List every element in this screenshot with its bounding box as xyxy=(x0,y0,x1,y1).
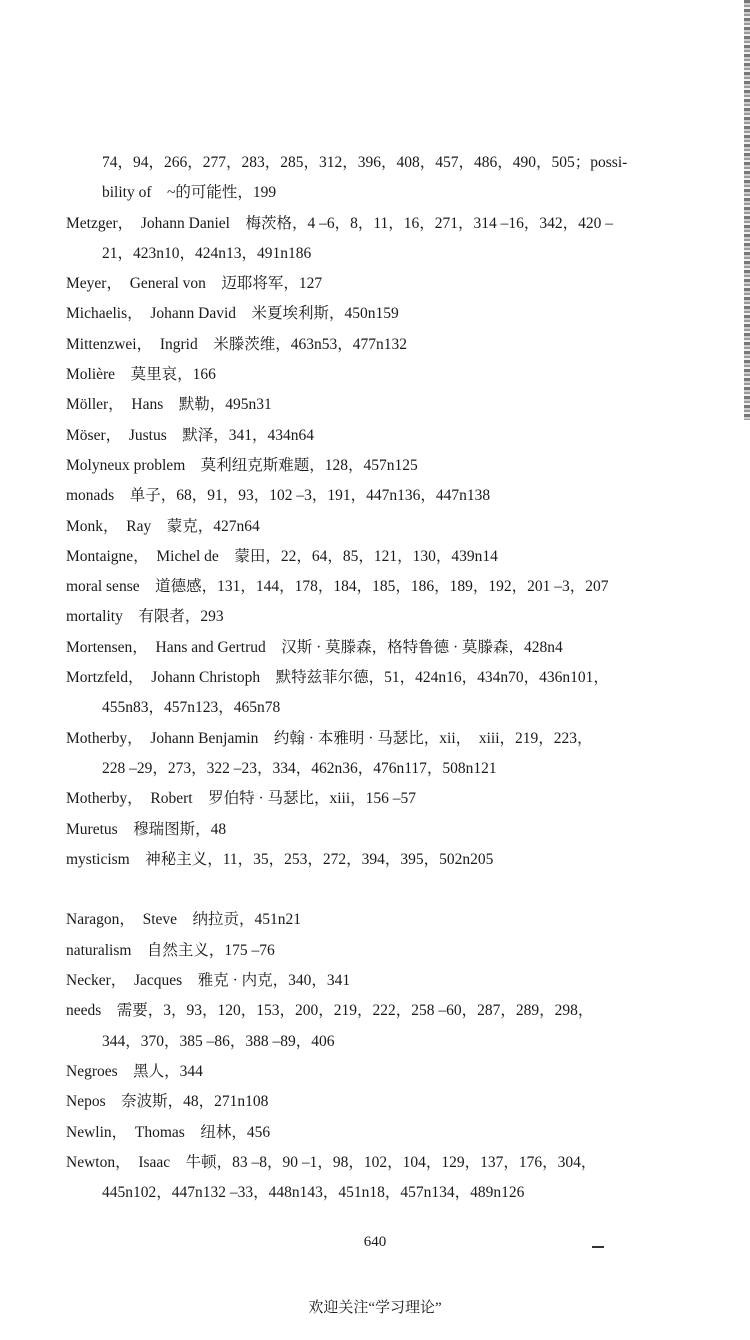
index-line: Newlin， Thomas 纽林，456 xyxy=(66,1123,271,1141)
index-line: Naragon， Steve 纳拉贡，451n21 xyxy=(66,911,302,929)
index-line: mortality 有限者，293 xyxy=(66,608,224,626)
index-line: Meyer， General von 迈耶将军，127 xyxy=(66,275,323,293)
index-line: Möller， Hans 默勒，495n31 xyxy=(66,396,272,414)
index-line: Michaelis， Johann David 米夏埃利斯，450n159 xyxy=(66,305,399,323)
index-line: Mortzfeld， Johann Christoph 默特兹菲尔德，51，424n16，434n70，436n101， xyxy=(66,669,609,687)
index-line: Montaigne， Michel de 蒙田，22，64，85，121，130，439n14 xyxy=(66,547,498,565)
index-line: 445n102，447n132 –33，448n143，451n18，457n134，489n126 xyxy=(102,1184,525,1202)
index-line: Muretus 穆瑞图斯，48 xyxy=(66,820,227,838)
index-line: moral sense 道德感，131，144，178，184，185，186，189，192，201 –3，207 xyxy=(66,578,609,596)
index-line: Necker， Jacques 雅克 · 内克，340，341 xyxy=(66,972,351,990)
index-line: Nepos 奈波斯，48，271n108 xyxy=(66,1093,269,1111)
index-line: 344，370，385 –86，388 –89，406 xyxy=(102,1032,335,1050)
index-line: Metzger， Johann Daniel 梅茨格，4 –6，8，11，16，271，314 –16，342，420 – xyxy=(66,214,614,232)
index-line: mysticism 神秘主义，11，35，253，272，394，395，502n205 xyxy=(66,850,494,868)
index-line: Newton， Isaac 牛顿，83 –8，90 –1，98，102，104，129，137，176，304， xyxy=(66,1153,597,1171)
index-line: monads 单子，68，91，93，102 –3，191，447n136，447n138 xyxy=(66,487,491,505)
footer-note: 欢迎关注“学习理论” xyxy=(308,1300,442,1316)
index-line: Mortensen， Hans and Gertrud 汉斯 · 莫滕森，格特鲁德 · 莫滕森，428n4 xyxy=(66,638,563,656)
index-line: 455n83，457n123，465n78 xyxy=(102,699,281,717)
index-line: 74，94，266，277，283，285，312，396，408，457，486，490，505；possi- xyxy=(102,154,628,171)
index-line: 228 –29，273，322 –23，334，462n36，476n117，508n121 xyxy=(102,759,497,777)
section-gap xyxy=(66,875,690,905)
index-line: Molière 莫里哀，166 xyxy=(66,366,216,384)
index-line: Negroes 黑人，344 xyxy=(66,1062,203,1080)
index-entries xyxy=(66,148,690,1208)
page-number: 640 xyxy=(363,1234,387,1250)
index-line: Möser， Justus 默泽，341，434n64 xyxy=(66,426,315,444)
index-line: needs 需要，3，93，120，153，200，219，222，258 –60，287，289，298， xyxy=(66,1002,594,1020)
index-line: Mittenzwei， Ingrid 米滕茨维，463n53，477n132 xyxy=(66,335,407,353)
index-line: 21，423n10，424n13，491n186 xyxy=(102,244,312,262)
index-line: Motherby， Johann Benjamin 约翰 · 本雅明 · 马瑟比，xii， xiii，219，223， xyxy=(66,729,593,747)
index-line: bility of ~的可能性，199 xyxy=(102,184,277,202)
scan-edge-shadow xyxy=(744,0,750,420)
index-line: naturalism 自然主义，175 –76 xyxy=(66,941,275,959)
index-line: Motherby， Robert 罗伯特 · 马瑟比，xiii，156 –57 xyxy=(66,790,417,808)
index-line: Monk， Ray 蒙克，427n64 xyxy=(66,517,260,535)
index-line: Molyneux problem 莫利纽克斯难题，128，457n125 xyxy=(66,456,418,474)
